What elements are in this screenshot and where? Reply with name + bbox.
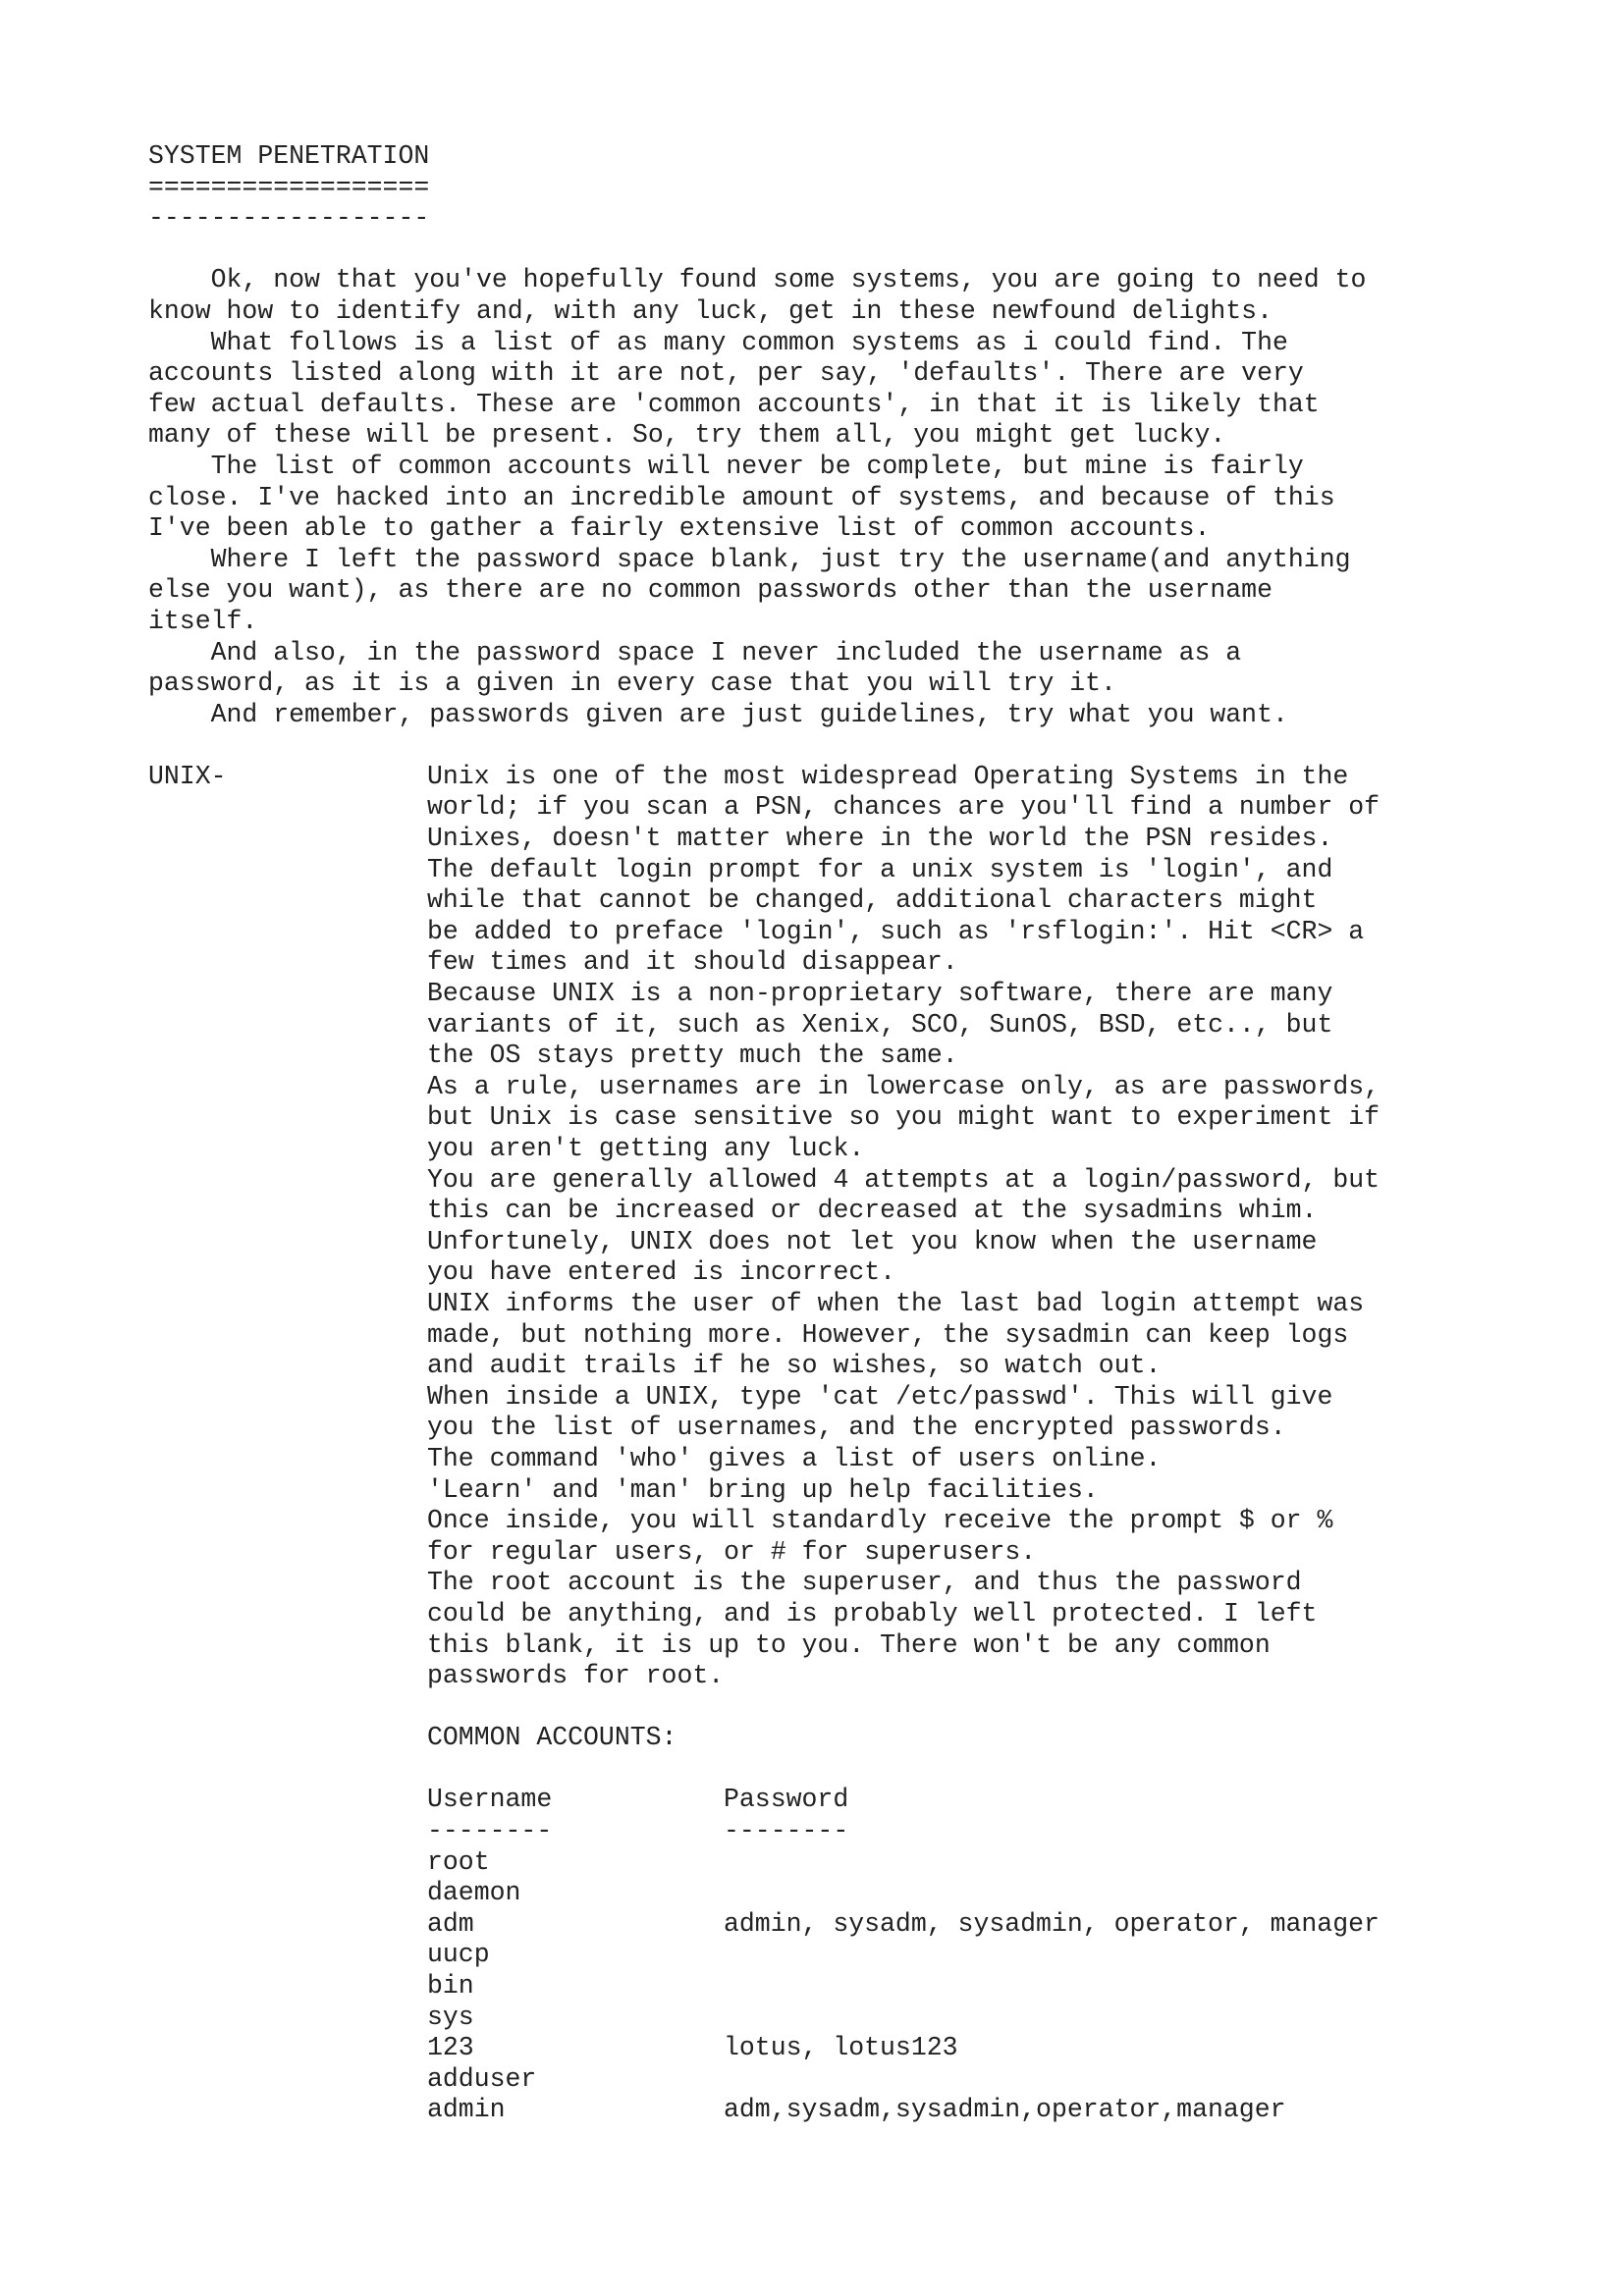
common-accounts-heading: COMMON ACCOUNTS: — [427, 1723, 677, 1753]
intro-line: Where I left the password space blank, just try the username(and anything — [148, 544, 1351, 574]
unix-line: while that cannot be changed, additional characters might — [427, 885, 1318, 916]
password-cell: adm,sysadm,sysadmin,operator,manager — [724, 2095, 1286, 2125]
username-cell: daemon — [427, 1878, 521, 1908]
common-accounts-table — [427, 1785, 1523, 2126]
unix-section — [148, 762, 1523, 2126]
password-cell: admin, sysadm, sysadmin, operator, manager — [724, 1908, 1380, 1939]
unix-label: UNIX- — [148, 761, 227, 791]
table-header-row — [427, 1785, 1523, 1816]
spacer — [148, 235, 1523, 266]
unix-line: The command 'who' gives a list of users online. — [427, 1443, 1162, 1473]
intro-section — [148, 265, 1523, 730]
document-title: SYSTEM PENETRATION — [148, 141, 430, 171]
password-cell: lotus, lotus123 — [724, 2033, 958, 2063]
table-header-rule-row — [427, 1816, 1523, 1847]
document-page — [148, 141, 1523, 2126]
unix-line: Because UNIX is a non-proprietary software, there are many — [427, 979, 1333, 1009]
username-cell: admin — [427, 2095, 506, 2125]
table-row — [427, 2033, 1523, 2064]
unix-line: world; if you scan a PSN, chances are you'll find a number of — [427, 792, 1380, 823]
unix-line: When inside a UNIX, type 'cat /etc/passwd'. This will give — [427, 1381, 1333, 1412]
table-row — [427, 2095, 1523, 2126]
intro-line: close. I've hacked into an incredible amount of systems, and because of this — [148, 482, 1335, 512]
table-row — [427, 2064, 1523, 2096]
unix-line: You are generally allowed 4 attempts at a login/password, but — [427, 1164, 1380, 1195]
title-rule-single: ------------------ — [148, 203, 430, 234]
spacer — [427, 1754, 1523, 1786]
unix-line: and audit trails if he so wishes, so watch out. — [427, 1351, 1162, 1381]
intro-line: The list of common accounts will never be complete, but mine is fairly — [148, 451, 1304, 481]
password-cell — [724, 1940, 1523, 1971]
unix-line: you aren't getting any luck. — [427, 1134, 865, 1163]
username-cell: adm — [427, 1908, 474, 1939]
username-cell: uucp — [427, 1940, 490, 1970]
table-row — [427, 1909, 1523, 1941]
intro-line: know how to identify and, with any luck, get in these newfound delights. — [148, 295, 1272, 326]
intro-line: many of these will be present. So, try them all, you might get lucky. — [148, 420, 1226, 451]
username-cell: adduser — [427, 2063, 537, 2094]
unix-line: this can be increased or decreased at the sysadmins whim. — [427, 1196, 1318, 1226]
username-cell: sys — [427, 2002, 474, 2032]
username-header-rule: -------- — [427, 1816, 553, 1846]
password-cell — [724, 1847, 1523, 1879]
password-cell — [724, 2002, 1523, 2034]
intro-line: few actual defaults. These are 'common accounts', in that it is likely that — [148, 389, 1320, 419]
unix-line: you the list of usernames, and the encrypted passwords. — [427, 1413, 1286, 1443]
table-row — [427, 1940, 1523, 1971]
password-cell — [724, 1971, 1523, 2002]
table-row — [427, 1971, 1523, 2002]
table-row — [427, 1878, 1523, 1909]
intro-line: And also, in the password space I never included the username as a — [148, 637, 1242, 667]
unix-line: but Unix is case sensitive so you might want to experiment if — [427, 1102, 1380, 1133]
intro-line: itself. — [148, 606, 258, 636]
unix-line: The root account is the superuser, and thus the password — [427, 1568, 1302, 1598]
unix-description — [427, 762, 1523, 2126]
password-header-rule: -------- — [724, 1816, 849, 1846]
username-cell: bin — [427, 1971, 474, 2002]
unix-line: Unixes, doesn't matter where in the world the PSN resides. — [427, 824, 1333, 854]
password-cell — [724, 2064, 1523, 2096]
unix-line: Unix is one of the most widespread Operating Systems in the — [427, 761, 1349, 791]
unix-line: As a rule, usernames are in lowercase only, as are passwords, — [427, 1071, 1380, 1101]
unix-line: the OS stays pretty much the same. — [427, 1041, 958, 1071]
unix-line: 'Learn' and 'man' bring up help facilities. — [427, 1474, 1099, 1505]
unix-line: this blank, it is up to you. There won't be any common — [427, 1629, 1271, 1660]
unix-line: made, but nothing more. However, the sysadmin can keep logs — [427, 1319, 1349, 1350]
unix-line: few times and it should disappear. — [427, 947, 958, 978]
username-column-header: Username — [427, 1785, 553, 1815]
unix-line: for regular users, or # for superusers. — [427, 1536, 1037, 1567]
table-row — [427, 1847, 1523, 1879]
intro-line: And remember, passwords given are just guidelines, try what you want. — [148, 699, 1288, 729]
username-cell: root — [427, 1846, 490, 1877]
unix-line: UNIX informs the user of when the last bad login attempt was — [427, 1288, 1365, 1318]
unix-line: passwords for root. — [427, 1661, 725, 1691]
unix-line: you have entered is incorrect. — [427, 1257, 896, 1288]
unix-line: could be anything, and is probably well protected. I left — [427, 1598, 1318, 1629]
unix-line: The default login prompt for a unix system is 'login', and — [427, 854, 1333, 884]
unix-line: Once inside, you will standardly receive the prompt $ or % — [427, 1506, 1333, 1536]
table-row — [427, 2002, 1523, 2034]
intro-line: I've been able to gather a fairly extensive list of common accounts. — [148, 513, 1211, 544]
unix-line: be added to preface 'login', such as 'rsflogin:'. Hit <CR> a — [427, 916, 1365, 946]
password-cell — [724, 1878, 1523, 1909]
unix-line: Unfortunely, UNIX does not let you know when the username — [427, 1226, 1318, 1256]
intro-line: What follows is a list of as many common systems as i could find. The — [148, 327, 1288, 357]
intro-line: Ok, now that you've hopefully found some systems, you are going to need to — [148, 265, 1367, 295]
username-cell: 123 — [427, 2033, 474, 2063]
intro-line: else you want), as there are no common passwords other than the username — [148, 575, 1272, 606]
intro-line: accounts listed along with it are not, per say, 'defaults'. There are very — [148, 358, 1304, 389]
unix-line: variants of it, such as Xenix, SCO, SunOS, BSD, etc.., but — [427, 1009, 1333, 1040]
spacer — [427, 1692, 1523, 1724]
intro-line: password, as it is a given in every case that you will try it. — [148, 668, 1116, 699]
password-column-header: Password — [724, 1785, 849, 1815]
title-rule-double: ================== — [148, 172, 430, 202]
